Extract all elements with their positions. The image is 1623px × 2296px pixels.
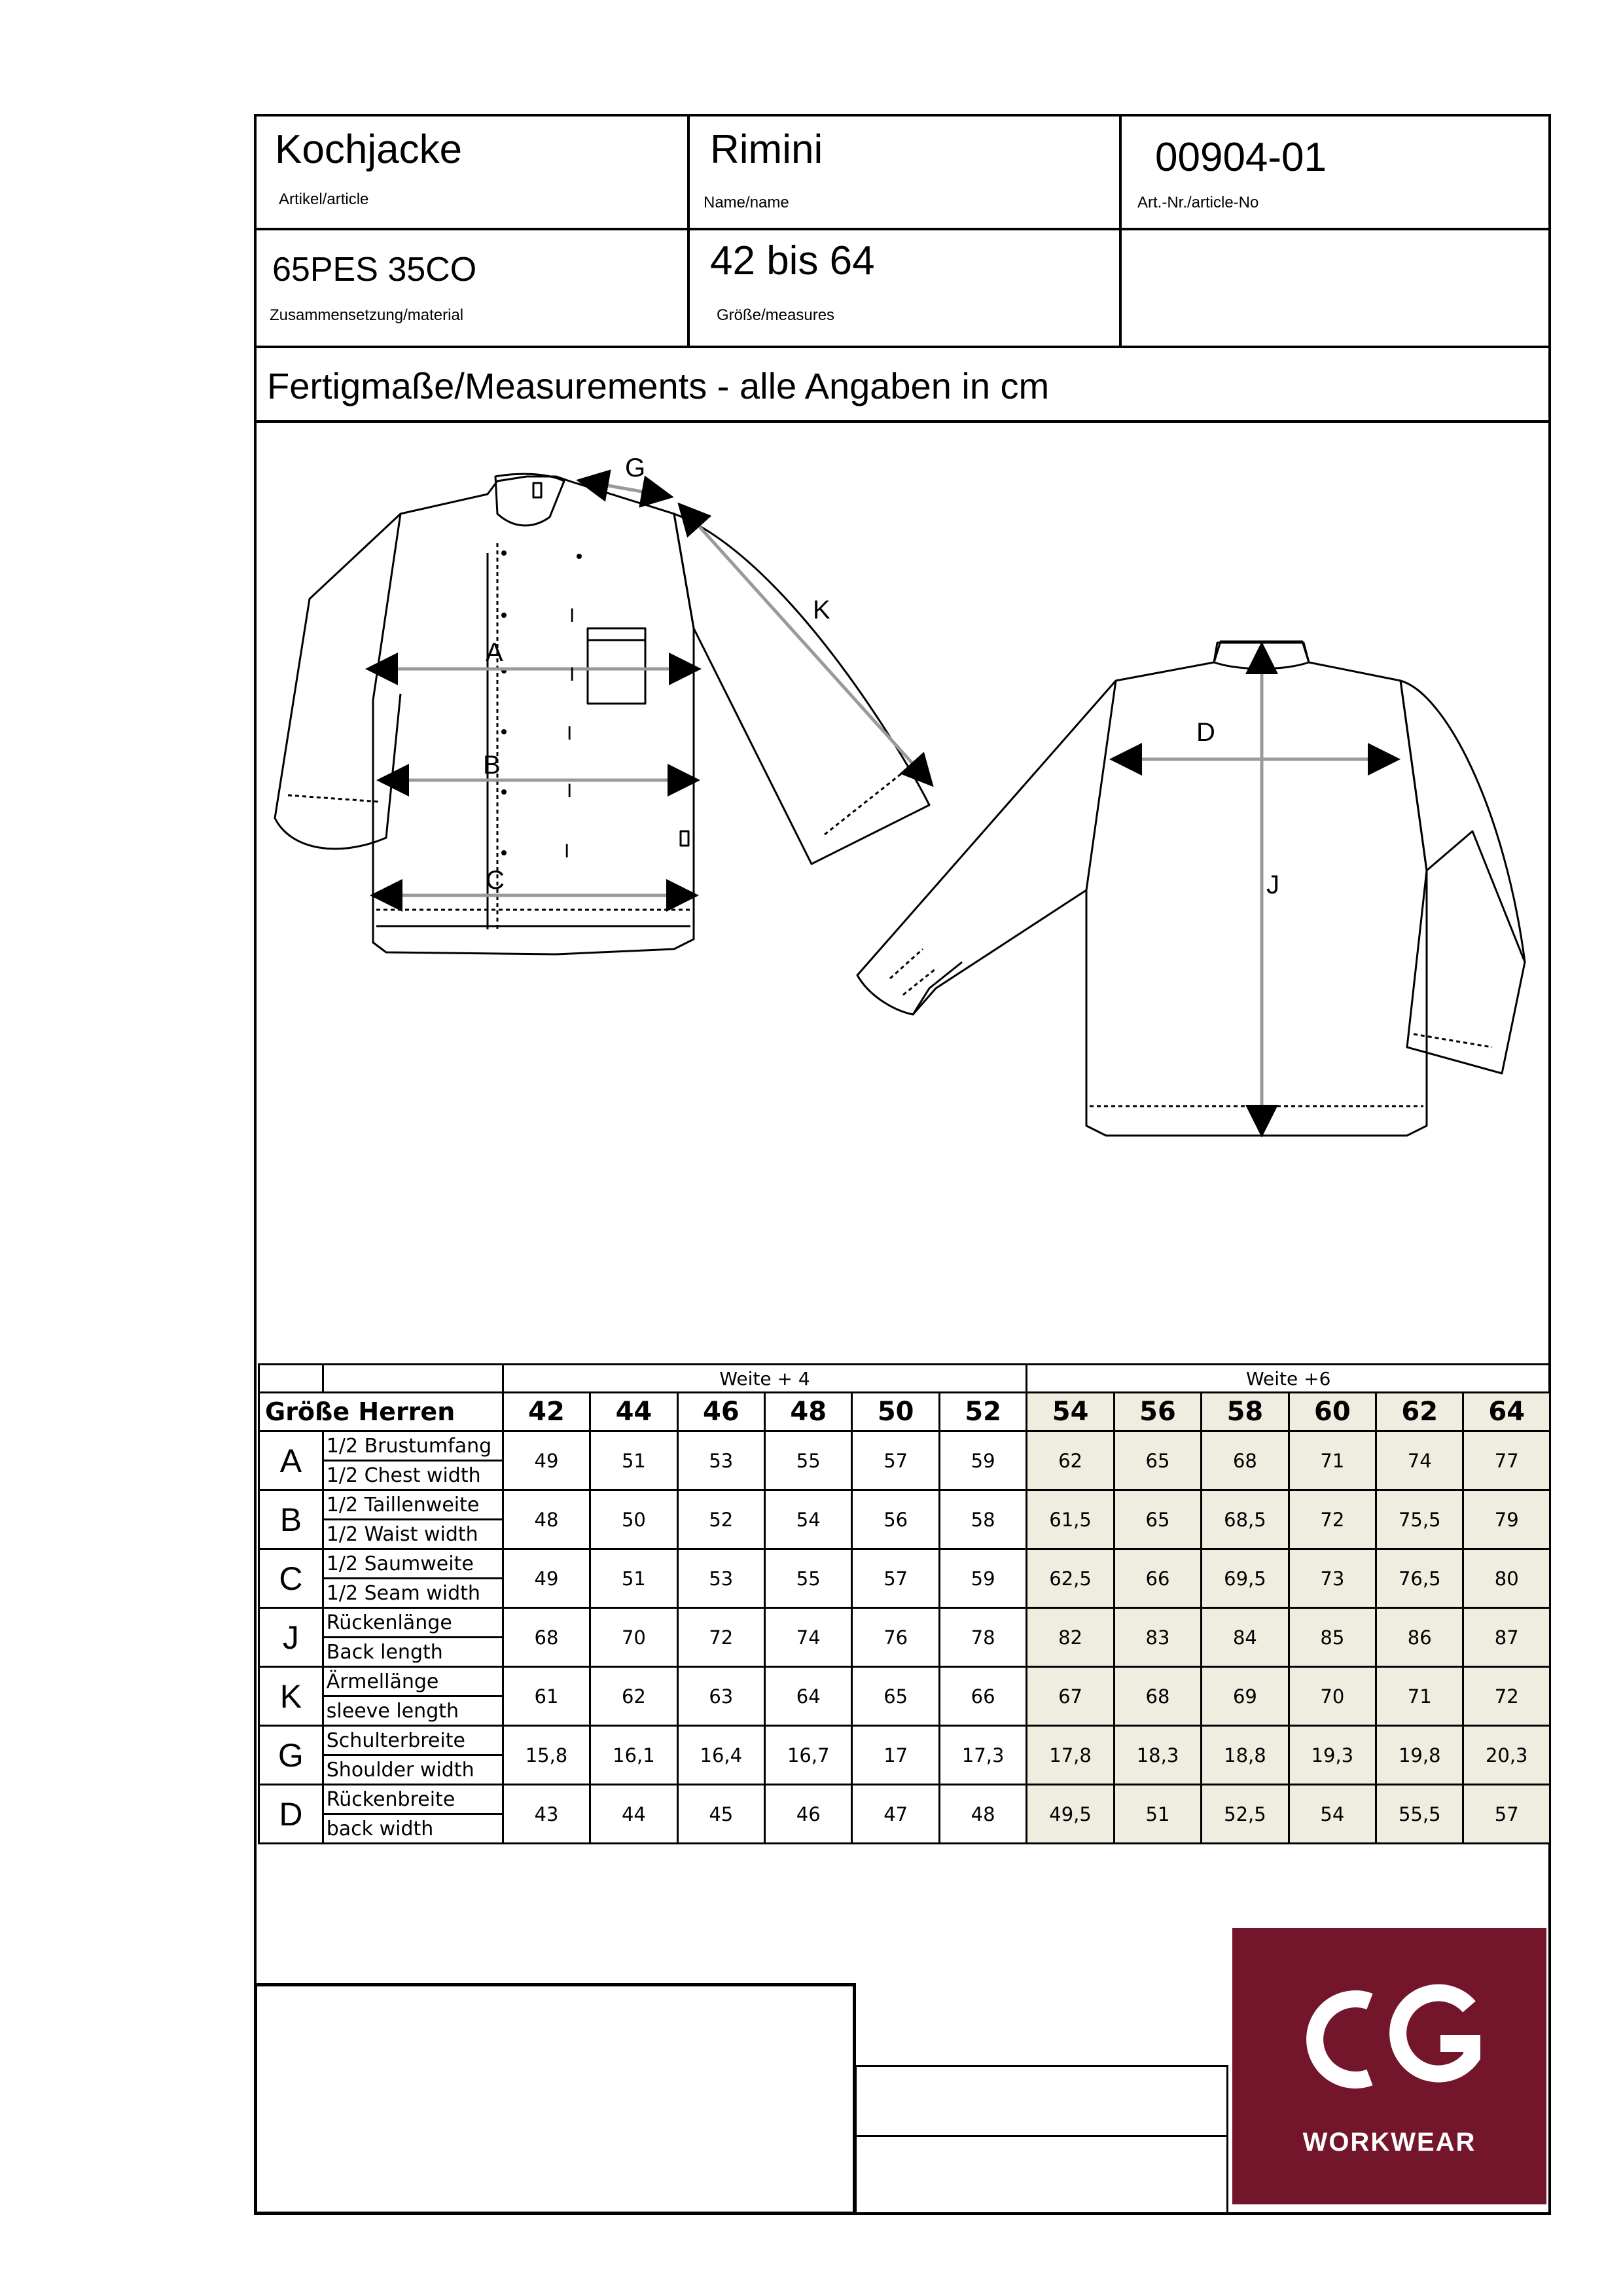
measure-label-en: 1/2 Seam width: [323, 1579, 503, 1608]
measure-value-cell: 59: [939, 1431, 1026, 1490]
measure-label-en: 1/2 Waist width: [323, 1520, 503, 1549]
measure-value-cell: 65: [852, 1667, 939, 1726]
size-column-header: 58: [1202, 1393, 1289, 1431]
measure-value-cell: 59: [939, 1549, 1026, 1608]
front-body-outline: [373, 476, 694, 954]
measure-letter: D: [259, 1785, 323, 1844]
front-buttons: [501, 550, 582, 855]
measure-value-cell: 71: [1376, 1667, 1463, 1726]
measure-letter: G: [259, 1726, 323, 1785]
measure-value-cell: 18,3: [1114, 1726, 1201, 1785]
size-column-header: 42: [503, 1393, 590, 1431]
measure-letter: J: [259, 1608, 323, 1667]
button-mark: [501, 789, 507, 795]
material-label: Zusammensetzung/material: [270, 306, 464, 324]
stamp-box: [855, 2065, 1228, 2215]
measure-value-cell: 62: [590, 1667, 677, 1726]
measure-value-cell: 72: [677, 1608, 764, 1667]
measure-value-cell: 70: [590, 1608, 677, 1667]
measure-value-cell: 78: [939, 1608, 1026, 1667]
button-mark: [577, 554, 582, 559]
button-mark: [501, 613, 507, 618]
measure-label-en: back width: [323, 1814, 503, 1844]
table-group-header-row: [259, 1365, 1550, 1393]
logo-text: WORKWEAR: [1302, 2128, 1476, 2157]
measure-value-cell: 55,5: [1376, 1785, 1463, 1844]
measure-value-cell: 69,5: [1202, 1549, 1289, 1608]
measure-value-cell: 61,5: [1027, 1490, 1114, 1549]
size-header-row: [259, 1393, 1550, 1431]
material-value: 65PES 35CO: [272, 251, 477, 289]
measures-label: Größe/measures: [717, 306, 835, 324]
measure-value-cell: 61: [503, 1667, 590, 1726]
measure-value-cell: 72: [1289, 1490, 1376, 1549]
measure-value-cell: 77: [1463, 1431, 1550, 1490]
measure-value-cell: 57: [1463, 1785, 1550, 1844]
measure-value-cell: 68: [1202, 1431, 1289, 1490]
article-label: Artikel/article: [279, 190, 369, 208]
measure-value-cell: 51: [1114, 1785, 1201, 1844]
group-header-weite-6: Weite +6: [1027, 1365, 1550, 1393]
table-row: [259, 1726, 1550, 1755]
measure-value-cell: 84: [1202, 1608, 1289, 1667]
measure-label-de: Rückenbreite: [323, 1785, 503, 1814]
measure-value-cell: 65: [1114, 1490, 1201, 1549]
measure-value-cell: 51: [590, 1549, 677, 1608]
stamp-box-divider: [855, 2135, 1228, 2137]
back-body-outline: [1086, 641, 1427, 1136]
measure-value-cell: 75,5: [1376, 1490, 1463, 1549]
signature-box: [254, 1983, 856, 2215]
table-row: [259, 1549, 1550, 1579]
table-row: [259, 1785, 1550, 1814]
back-left-sleeve: [857, 681, 1116, 1014]
label-c: C: [486, 866, 505, 895]
name-value: Rimini: [710, 127, 823, 172]
empty-cell: [323, 1365, 503, 1393]
measure-value-cell: 16,1: [590, 1726, 677, 1785]
size-column-header: 50: [852, 1393, 939, 1431]
button-i-mark: I: [564, 840, 570, 862]
button-mark: [501, 729, 507, 734]
button-mark: [501, 850, 507, 855]
table-row: [259, 1667, 1550, 1696]
measure-value-cell: 68: [1114, 1667, 1201, 1726]
article-number-value: 00904-01: [1155, 135, 1327, 180]
measure-value-cell: 71: [1289, 1431, 1376, 1490]
measure-label-en: Shoulder width: [323, 1755, 503, 1785]
measure-value-cell: 53: [677, 1549, 764, 1608]
measure-value-cell: 15,8: [503, 1726, 590, 1785]
measure-value-cell: 49: [503, 1549, 590, 1608]
measure-value-cell: 62,5: [1027, 1549, 1114, 1608]
table-row: [259, 1431, 1550, 1461]
measures-value: 42 bis 64: [710, 238, 875, 283]
label-g: G: [625, 454, 646, 482]
measure-value-cell: 80: [1463, 1549, 1550, 1608]
measure-value-cell: 51: [590, 1431, 677, 1490]
back-right-sleeve: [1400, 681, 1525, 1073]
size-column-header: 54: [1027, 1393, 1114, 1431]
measure-value-cell: 49: [503, 1431, 590, 1490]
front-right-sleeve: [674, 514, 929, 864]
group-header-weite-4: Weite + 4: [503, 1365, 1027, 1393]
measure-letter: B: [259, 1490, 323, 1549]
measure-value-cell: 57: [852, 1431, 939, 1490]
measure-value-cell: 76,5: [1376, 1549, 1463, 1608]
size-column-header: 60: [1289, 1393, 1376, 1431]
measure-value-cell: 53: [677, 1431, 764, 1490]
measure-value-cell: 69: [1202, 1667, 1289, 1726]
measure-value-cell: 43: [503, 1785, 590, 1844]
measure-value-cell: 79: [1463, 1490, 1550, 1549]
measure-value-cell: 74: [765, 1608, 852, 1667]
measure-label-de: 1/2 Brustumfang: [323, 1431, 503, 1461]
measure-value-cell: 74: [1376, 1431, 1463, 1490]
measure-label-de: Schulterbreite: [323, 1726, 503, 1755]
measure-label-en: sleeve length: [323, 1696, 503, 1726]
size-column-header: 56: [1114, 1393, 1201, 1431]
measure-value-cell: 18,8: [1202, 1726, 1289, 1785]
measure-value-cell: 82: [1027, 1608, 1114, 1667]
measure-label-de: Ärmellänge: [323, 1667, 503, 1696]
measure-value-cell: 17: [852, 1726, 939, 1785]
table-row: [259, 1490, 1550, 1520]
label-k: K: [813, 596, 830, 624]
measure-value-cell: 20,3: [1463, 1726, 1550, 1785]
size-chart-table: [258, 1363, 1551, 1844]
measure-label-en: Back length: [323, 1638, 503, 1667]
measure-value-cell: 16,4: [677, 1726, 764, 1785]
measure-value-cell: 55: [765, 1431, 852, 1490]
measure-value-cell: 68,5: [1202, 1490, 1289, 1549]
measure-value-cell: 48: [939, 1785, 1026, 1844]
measure-value-cell: 86: [1376, 1608, 1463, 1667]
measure-value-cell: 64: [765, 1667, 852, 1726]
measure-value-cell: 54: [1289, 1785, 1376, 1844]
measure-value-cell: 67: [1027, 1667, 1114, 1726]
measure-value-cell: 76: [852, 1608, 939, 1667]
size-column-header: 46: [677, 1393, 764, 1431]
size-column-header: 64: [1463, 1393, 1550, 1431]
measure-value-cell: 72: [1463, 1667, 1550, 1726]
size-header-label: Größe Herren: [259, 1393, 503, 1431]
measure-value-cell: 46: [765, 1785, 852, 1844]
measure-value-cell: 68: [503, 1608, 590, 1667]
measure-value-cell: 85: [1289, 1608, 1376, 1667]
measure-value-cell: 63: [677, 1667, 764, 1726]
measure-letter: K: [259, 1667, 323, 1726]
measure-value-cell: 52: [677, 1490, 764, 1549]
article-number-label: Art.-Nr./article-No: [1137, 194, 1259, 211]
measure-k-arrow: [682, 507, 929, 782]
size-column-header: 52: [939, 1393, 1026, 1431]
measure-value-cell: 66: [939, 1667, 1026, 1726]
measure-value-cell: 17,3: [939, 1726, 1026, 1785]
measure-letter: A: [259, 1431, 323, 1490]
cg-logo-mark: [1232, 1928, 1546, 2204]
button-i-mark: I: [569, 664, 575, 685]
empty-cell: [259, 1365, 323, 1393]
measure-value-cell: 16,7: [765, 1726, 852, 1785]
measure-value-cell: 54: [765, 1490, 852, 1549]
measure-label-de: 1/2 Taillenweite: [323, 1490, 503, 1520]
button-i-mark: I: [569, 605, 575, 626]
button-i-mark: I: [567, 723, 573, 744]
measure-value-cell: 17,8: [1027, 1726, 1114, 1785]
size-column-header: 44: [590, 1393, 677, 1431]
measure-letter: C: [259, 1549, 323, 1608]
measure-value-cell: 19,3: [1289, 1726, 1376, 1785]
section-title: Fertigmaße/Measurements - alle Angaben in cm: [267, 365, 1050, 406]
measure-label-en: 1/2 Chest width: [323, 1461, 503, 1490]
button-i-mark: I: [567, 780, 573, 802]
measure-value-cell: 73: [1289, 1549, 1376, 1608]
measure-value-cell: 62: [1027, 1431, 1114, 1490]
label-b: B: [483, 751, 501, 780]
measure-value-cell: 49,5: [1027, 1785, 1114, 1844]
measure-value-cell: 70: [1289, 1667, 1376, 1726]
size-column-header: 62: [1376, 1393, 1463, 1431]
measure-value-cell: 48: [503, 1490, 590, 1549]
measure-value-cell: 19,8: [1376, 1726, 1463, 1785]
measure-value-cell: 55: [765, 1549, 852, 1608]
front-collar: [495, 474, 564, 526]
cg-workwear-logo: [1232, 1928, 1546, 2204]
measure-value-cell: 65: [1114, 1431, 1201, 1490]
measure-value-cell: 57: [852, 1549, 939, 1608]
measure-value-cell: 58: [939, 1490, 1026, 1549]
article-value: Kochjacke: [275, 127, 463, 172]
measure-value-cell: 52,5: [1202, 1785, 1289, 1844]
measure-value-cell: 66: [1114, 1549, 1201, 1608]
front-left-sleeve: [275, 514, 401, 849]
label-a: A: [486, 638, 503, 667]
size-column-header: 48: [765, 1393, 852, 1431]
name-label: Name/name: [704, 194, 789, 211]
label-d: D: [1196, 718, 1215, 747]
label-j: J: [1266, 870, 1279, 899]
measure-value-cell: 87: [1463, 1608, 1550, 1667]
measure-value-cell: 50: [590, 1490, 677, 1549]
measure-value-cell: 44: [590, 1785, 677, 1844]
measure-label-de: Rückenlänge: [323, 1608, 503, 1638]
table-row: [259, 1608, 1550, 1638]
button-mark: [501, 550, 507, 556]
measure-value-cell: 47: [852, 1785, 939, 1844]
measure-value-cell: 45: [677, 1785, 764, 1844]
measure-value-cell: 56: [852, 1490, 939, 1549]
measure-value-cell: 83: [1114, 1608, 1201, 1667]
measure-label-de: 1/2 Saumweite: [323, 1549, 503, 1579]
